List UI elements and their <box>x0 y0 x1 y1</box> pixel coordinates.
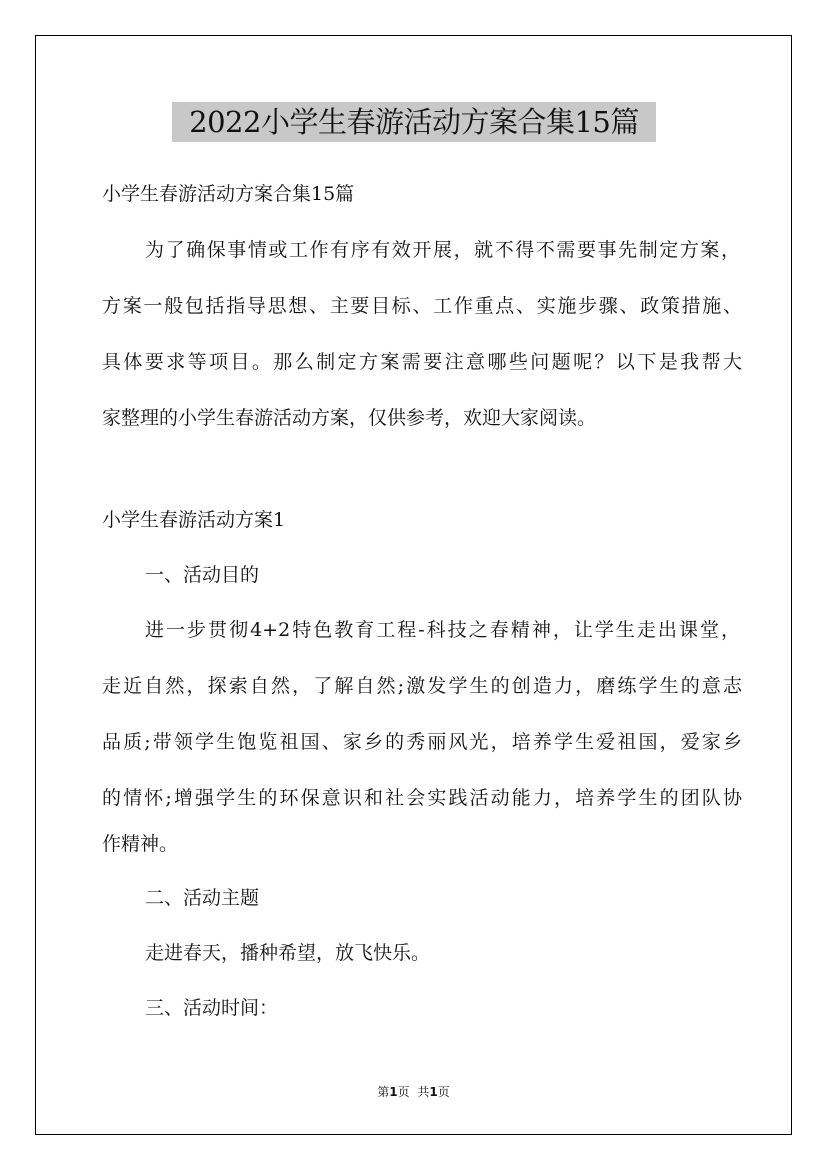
purpose-line-1: 进一步贯彻4+2特色教育工程-科技之春精神，让学生走出课堂， <box>145 619 740 641</box>
footer-page-suffix: 页 <box>397 1085 410 1099</box>
heading-activity-purpose: 一、活动目的 <box>145 564 260 586</box>
purpose-line-4: 的情怀;增强学生的环保意识和社会实践活动能力，培养学生的团队协 <box>102 787 742 809</box>
intro-line-4: 家整理的小学生春游活动方案，仅供参考，欢迎大家阅读。 <box>102 407 597 429</box>
purpose-line-3: 品质;带领学生饱览祖国、家乡的秀丽风光，培养学生爱祖国，爱家乡 <box>102 731 742 753</box>
purpose-line-5: 作精神。 <box>102 833 179 855</box>
purpose-line-2: 走近自然，探索自然，了解自然;激发学生的创造力，磨练学生的意志 <box>102 675 742 697</box>
theme-text: 走进春天，播种希望，放飞快乐。 <box>145 942 431 964</box>
footer-page-number: 1 <box>389 1085 398 1099</box>
document-title: 2022小学生春游活动方案合集15篇 <box>172 102 656 142</box>
footer-page-prefix: 第 <box>377 1085 390 1099</box>
footer-total-number: 1 <box>429 1085 438 1099</box>
intro-line-2: 方案一般包括指导思想、主要目标、工作重点、实施步骤、政策措施、 <box>102 295 742 317</box>
heading-activity-theme: 二、活动主题 <box>145 887 260 909</box>
footer-total-prefix: 共 <box>417 1085 430 1099</box>
intro-line-3: 具体要求等项目。那么制定方案需要注意哪些问题呢？以下是我帮大 <box>102 351 742 373</box>
intro-line-1: 为了确保事情或工作有序有效开展，就不得不需要事先制定方案， <box>145 239 740 261</box>
section-heading: 小学生春游活动方案1 <box>102 509 286 531</box>
heading-activity-time: 三、活动时间： <box>145 997 279 1019</box>
page-footer <box>0 1084 827 1100</box>
footer-total-suffix: 页 <box>437 1085 450 1099</box>
document-subtitle: 小学生春游活动方案合集15篇 <box>102 183 355 205</box>
